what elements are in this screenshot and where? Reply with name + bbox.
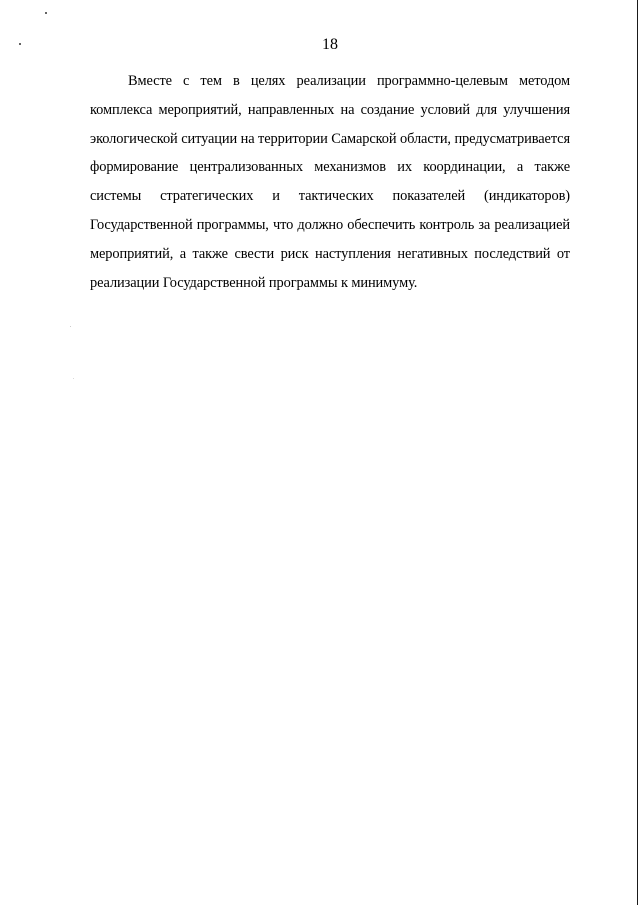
scan-speck (73, 378, 74, 379)
scan-edge-line (637, 0, 638, 905)
scan-speck (70, 326, 71, 327)
body-paragraph: Вместе с тем в целях реализации программно-целевым методом комплекса мероприятий, направленных на создание условий для улучшения экологической ситуации на территории Самарской области, предусматривается формирование централизованных механизмов их координации, а также системы стратегических и тактических показателей (индикаторов) Государственной программы, что должно обеспечить контроль за реализацией мероприятий, а также свести риск наступления негативных последствий от реализации Государственной программы к минимуму. (90, 73, 570, 291)
scan-speck (45, 12, 47, 14)
page-number: 18 (322, 36, 338, 53)
